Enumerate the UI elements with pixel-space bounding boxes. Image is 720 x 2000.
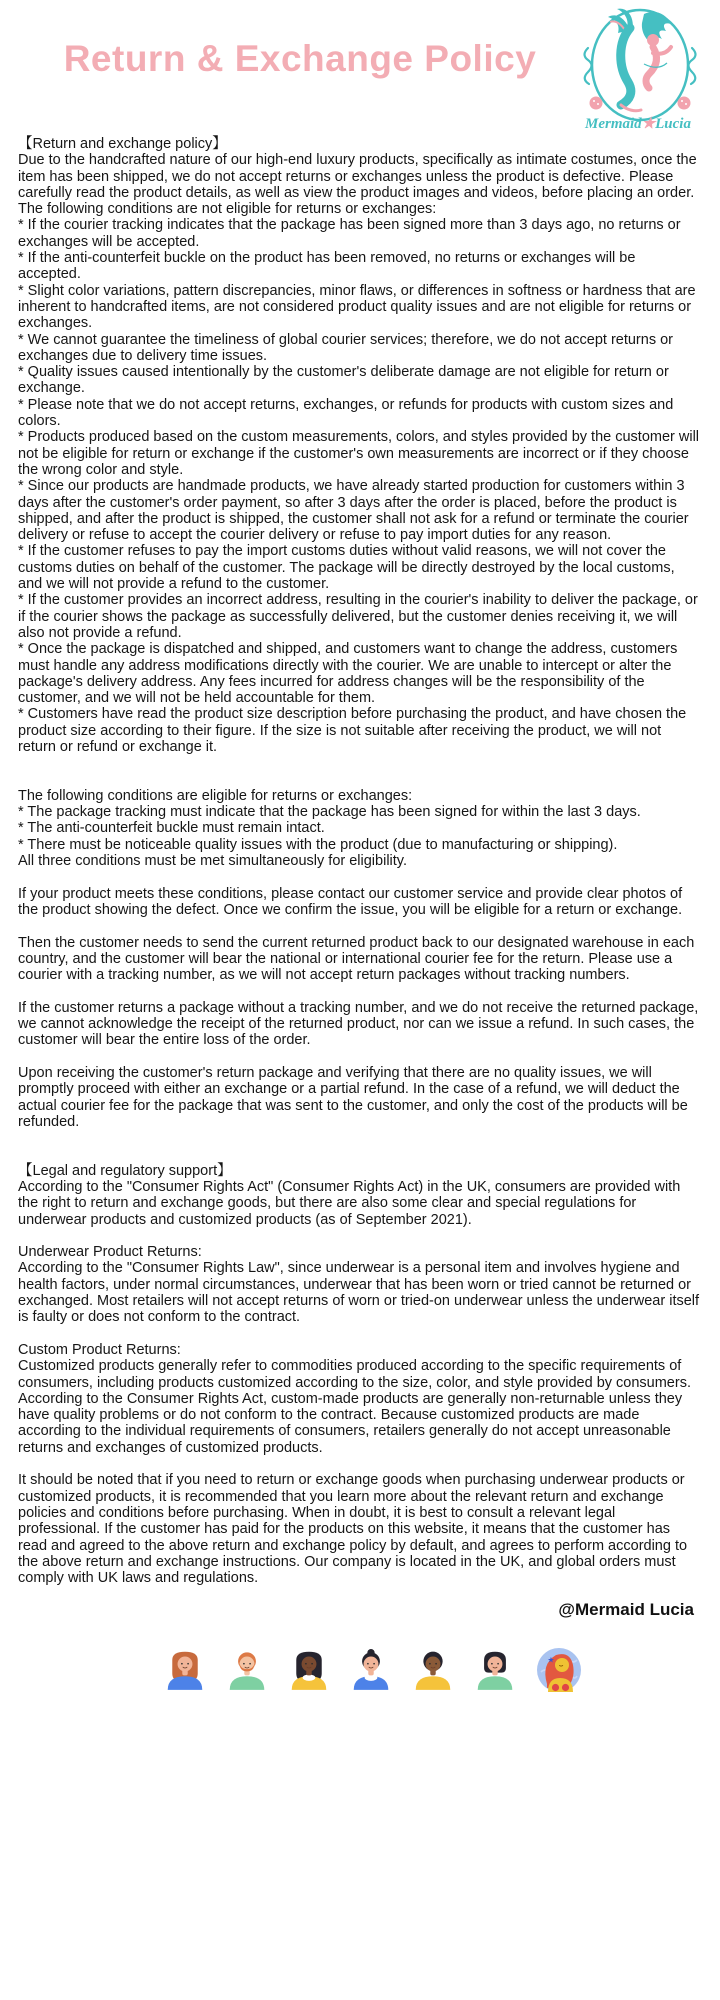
policy-paragraph: Then the customer needs to send the current returned product back to our designated warehouse in each country, and the customer will bear the national or international courier fee for the return. Please use a courier with a tracking number, as we will not accept return packages without tracking numbers. xyxy=(18,934,695,984)
policy-paragraph: * Customers have read the product size description before purchasing the product, and have chosen the product size according to their figure. If the size is not suitable after receiving the product, we will not return or refund or exchange it. xyxy=(18,706,687,755)
page-title: Return & Exchange Policy xyxy=(63,38,537,79)
blank-line xyxy=(18,1049,700,1065)
policy-paragraph: * Since our products are handmade products, we have already started production for customers within 3 days after the customer's order payment, so after 3 days after the order is placed, before the product is shipped, and after the product is shipped, the customer shall not ask for a refund or terminate the courier delivery or refuse to accept the courier delivery or refuse to pay import duties for any reason. xyxy=(18,478,689,544)
policy-paragraph: Customized products generally refer to commodities produced according to the specific requirements of consumers, including products customized according to the size, color, and style provided by consumers. According to the Consumer Rights Act, custom-made products are generally non-returnable unless they have quality problems or do not conform to the contract. Because customized products are made according to the individual requirements of consumers, retailers generally do not accept unreasonable returns and exchanges of customized products. xyxy=(18,1358,691,1456)
svg-text:★: ★ xyxy=(547,1655,555,1665)
blank-line xyxy=(18,983,700,999)
blank-line xyxy=(18,918,700,934)
blank-line xyxy=(18,1146,700,1162)
signature: @Mermaid Lucia xyxy=(558,1600,694,1620)
brand-logo xyxy=(574,4,702,136)
policy-paragraph: Custom Product Returns: xyxy=(18,1341,181,1358)
policy-paragraph: * We cannot guarantee the timeliness of global courier services; therefore, we do not accept returns or exchanges due to delivery time issues. xyxy=(18,331,673,364)
avatar-mermaid-lucia-avatar xyxy=(537,1648,581,1692)
avatar-woman-black-bob xyxy=(475,1646,515,1692)
blank-line xyxy=(18,869,700,885)
avatar-man-dark-curly-hair xyxy=(413,1646,453,1692)
page-header xyxy=(0,0,720,136)
blank-line xyxy=(18,1456,700,1472)
policy-paragraph: All three conditions must be met simultaneously for eligibility. xyxy=(18,853,407,870)
policy-paragraph: According to the "Consumer Rights Act" (Consumer Rights Act) in the UK, consumers are provided with the right to return and exchange goods, but there are also some clear and special regulations for underwear products and customized products (as of September 2021). xyxy=(18,1179,681,1228)
blank-line xyxy=(18,755,700,771)
policy-paragraph: * There must be noticeable quality issues with the product (due to manufacturing or shipping). xyxy=(18,836,618,853)
policy-paragraph: * If the customer refuses to pay the import customs duties without valid reasons, we will not cover the customs duties on behalf of the customer. The package will be directly destroyed by the local customs, and we will not provide a refund to the customer. xyxy=(18,543,675,593)
blank-line xyxy=(18,1326,700,1342)
policy-paragraph: If your product meets these conditions, please contact our customer service and provide clear photos of the product showing the defect. Once we confirm the issue, you will be eligible for a return or exchange. xyxy=(18,885,683,918)
policy-paragraph: The following conditions are eligible for returns or exchanges: xyxy=(18,787,413,804)
policy-paragraph: Due to the handcrafted nature of our high-end luxury products, specifically as intimate costumes, once the item has been shipped, we do not accept returns or exchanges unless the product is defective. Please carefully read the product details, as well as view the product images and videos, before placing an order. xyxy=(18,152,697,201)
policy-paragraph: It should be noted that if you need to return or exchange goods when purchasing underwear products or customized products, it is recommended that you learn more about the relevant return and exchange policies and conditions before purchasing. When in doubt, it is best to consult a relevant legal professional. If the customer has paid for the products on this website, it means that the customer has read and agreed to the above return and exchange policy by default, and agrees to perform according to the above return and exchange instructions. Our company is located in the UK, and global orders must comply with UK laws and regulations. xyxy=(18,1472,688,1587)
policy-paragraph: * Once the package is dispatched and shipped, and customers want to change the address, customers must handle any address modifications directly with the courier. We are unable to intercept or alter the package's delivery address. Any fees incurred for address changes will be the responsibility of the customer, and we will not be held accountable for them. xyxy=(18,641,678,707)
policy-paragraph: 【Return and exchange policy】 xyxy=(18,136,227,152)
avatar-woman-long-red-hair xyxy=(165,1646,205,1692)
mermaid-lucia-logo-icon xyxy=(574,4,702,136)
policy-paragraph: * Quality issues caused intentionally by the customer's deliberate damage are not eligible for return or exchange. xyxy=(18,364,669,397)
policy-paragraph: The following conditions are not eligible for returns or exchanges: xyxy=(18,201,437,218)
blank-line xyxy=(18,1228,700,1244)
blank-line xyxy=(18,1130,700,1146)
logo-wordmark: Mermaid★Lucia xyxy=(585,116,691,132)
policy-paragraph: 【Legal and regulatory support】 xyxy=(18,1162,232,1179)
blank-line xyxy=(18,772,700,788)
policy-paragraph: * If the customer provides an incorrect address, resulting in the courier's inability to deliver the package, or if the courier shows the package as successfully delivered, but the customer denies receiving it, we will also not provide a refund. xyxy=(18,592,698,641)
policy-paragraph: * If the anti-counterfeit buckle on the product has been removed, no returns or exchanges will be accepted. xyxy=(18,250,636,283)
policy-paragraph: If the customer returns a package without a tracking number, and we do not receive the returned package, we cannot acknowledge the receipt of the returned product, nor can we issue a refund. In such cases, the customer will bear the entire loss of the order. xyxy=(18,999,699,1049)
policy-paragraph: * The anti-counterfeit buckle must remain intact. xyxy=(18,820,325,837)
policy-paragraph: * The package tracking must indicate that the package has been signed for within the last 3 days. xyxy=(18,804,641,821)
avatar-row xyxy=(0,1646,720,1692)
policy-paragraph: Upon receiving the customer's return package and verifying that there are no quality issues, we will promptly proceed with either an exchange or a partial refund. In the case of a refund, we will deduct the actual courier fee for the package that was sent to the customer, and only the cost of the products will be refunded. xyxy=(18,1064,688,1130)
avatar-woman-dark-long-hair xyxy=(289,1646,329,1692)
policy-paragraph: Underwear Product Returns: xyxy=(18,1244,202,1261)
policy-paragraph: * Products produced based on the custom measurements, colors, and styles provided by the customer will not be eligible for return or exchange if the customer's own measurements are incorrect or if they choose the wrong color and style. xyxy=(18,429,700,478)
avatar-woman-hair-bun xyxy=(351,1646,391,1692)
policy-text xyxy=(0,136,720,1586)
policy-paragraph: * If the courier tracking indicates that the package has been signed more than 3 days ago, no returns or exchanges will be accepted. xyxy=(18,217,681,250)
avatar-man-ginger-beard xyxy=(227,1646,267,1692)
policy-paragraph: According to the "Consumer Rights Law", since underwear is a personal item and involves hygiene and health factors, under normal circumstances, underwear that has been worn or tried cannot be returned or exchanged. Most retailers will not accept returns of worn or tried-on underwear unless the underwear itself is faulty or does not conform to the contract. xyxy=(18,1260,700,1326)
policy-paragraph: * Please note that we do not accept returns, exchanges, or refunds for products with custom sizes and colors. xyxy=(18,396,674,430)
policy-paragraph: * Slight color variations, pattern discrepancies, minor flaws, or differences in softness or hardness that are inherent to handcrafted items, are not considered product quality issues and are not eligible for returns or exchanges. xyxy=(18,282,696,332)
